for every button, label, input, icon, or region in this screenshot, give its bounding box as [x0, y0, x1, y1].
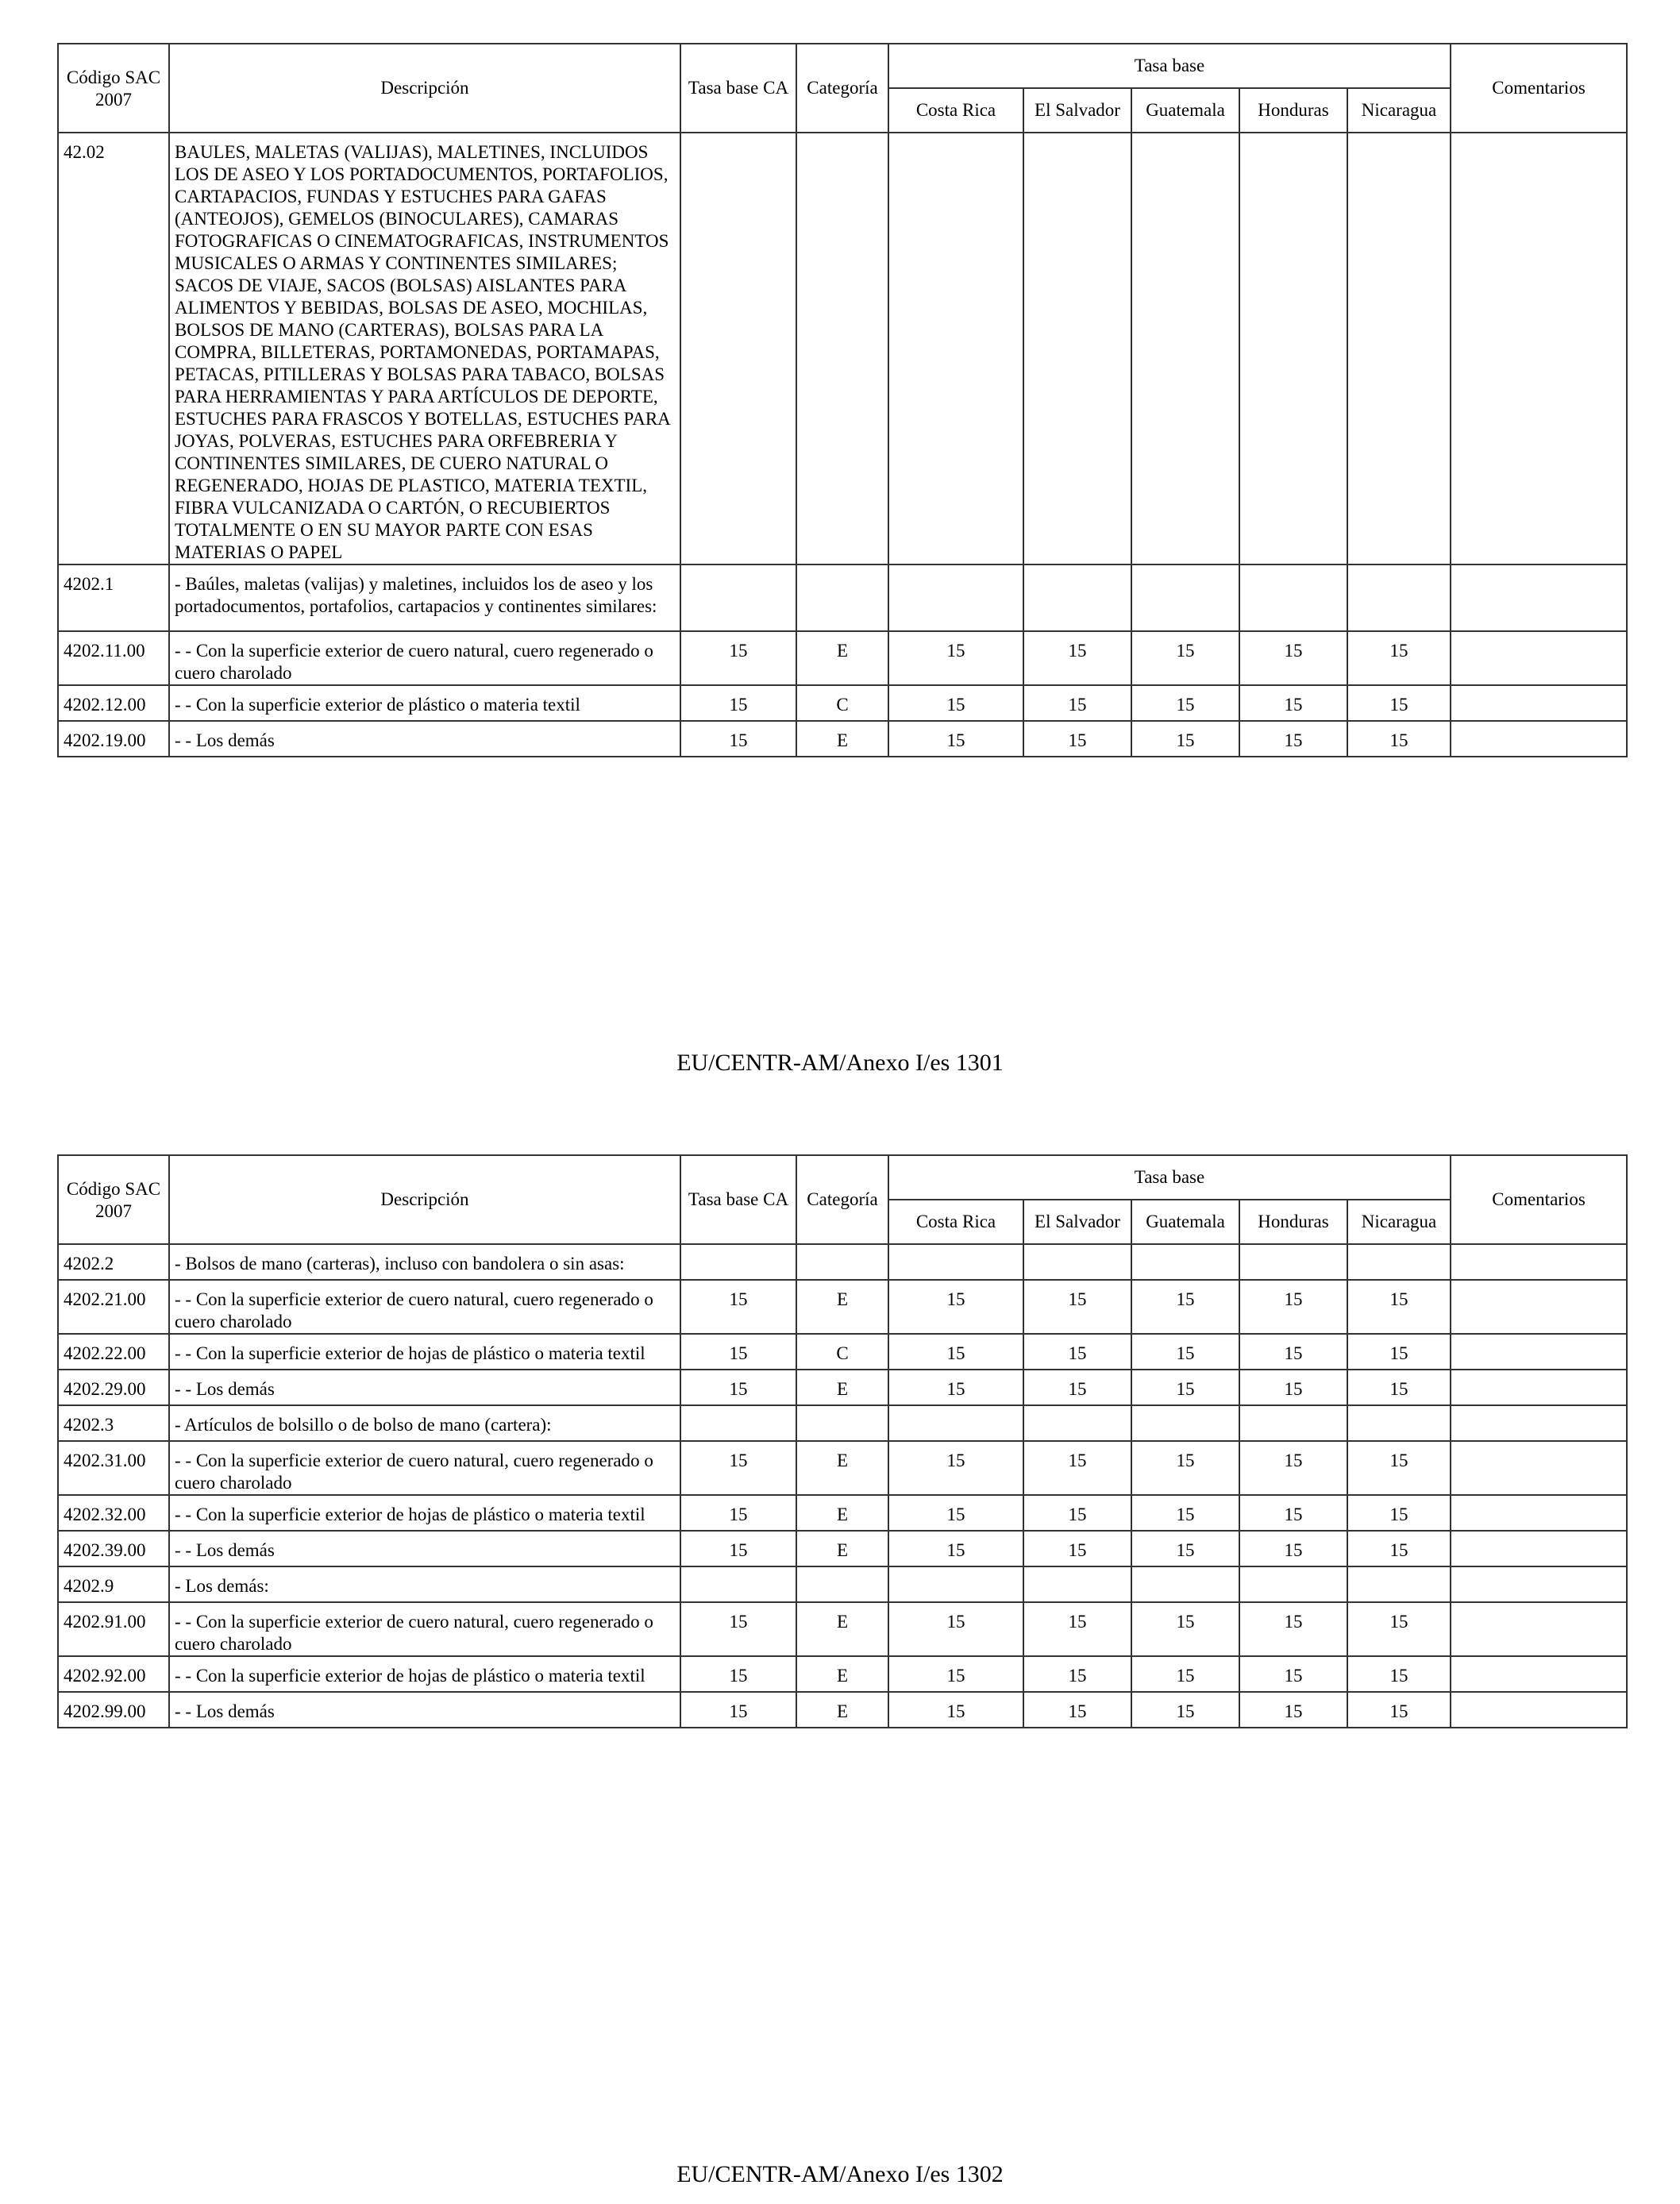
cell-category: E — [796, 721, 888, 757]
header-nicaragua: Nicaragua — [1347, 1200, 1451, 1244]
table-row — [58, 685, 1627, 721]
cell-honduras: 15 — [1239, 1531, 1347, 1566]
cell-nicaragua: 15 — [1347, 1656, 1451, 1692]
cell-costa-rica: 15 — [888, 1692, 1023, 1728]
cell-guatemala — [1131, 1405, 1239, 1441]
cell-el-salvador: 15 — [1023, 631, 1131, 685]
cell-comments — [1451, 1602, 1627, 1656]
cell-nicaragua — [1347, 564, 1451, 631]
cell-description: - - Los demás — [169, 1370, 680, 1405]
cell-description: - - Con la superficie exterior de cuero natural, cuero regenerado o cuero charolado — [169, 1602, 680, 1656]
cell-rate-ca — [680, 1405, 796, 1441]
cell-costa-rica: 15 — [888, 685, 1023, 721]
cell-el-salvador: 15 — [1023, 685, 1131, 721]
cell-nicaragua: 15 — [1347, 1441, 1451, 1495]
cell-guatemala — [1131, 1244, 1239, 1280]
cell-category: E — [796, 631, 888, 685]
cell-el-salvador: 15 — [1023, 1531, 1131, 1566]
cell-category — [796, 133, 888, 564]
table-row — [58, 133, 1627, 564]
table-row — [58, 1495, 1627, 1531]
header-comments: Comentarios — [1451, 1155, 1627, 1244]
cell-comments — [1451, 1656, 1627, 1692]
cell-code: 4202.9 — [58, 1566, 169, 1602]
cell-honduras: 15 — [1239, 1656, 1347, 1692]
table-row — [58, 1656, 1627, 1692]
cell-honduras: 15 — [1239, 1280, 1347, 1334]
header-code: Código SAC 2007 — [58, 44, 169, 133]
cell-costa-rica: 15 — [888, 721, 1023, 757]
cell-costa-rica: 15 — [888, 1334, 1023, 1370]
cell-category — [796, 1566, 888, 1602]
cell-rate-ca: 15 — [680, 685, 796, 721]
cell-category — [796, 1405, 888, 1441]
cell-el-salvador: 15 — [1023, 1656, 1131, 1692]
header-description: Descripción — [169, 1155, 680, 1244]
cell-code: 4202.39.00 — [58, 1531, 169, 1566]
cell-comments — [1451, 685, 1627, 721]
cell-code: 4202.21.00 — [58, 1280, 169, 1334]
cell-honduras — [1239, 133, 1347, 564]
cell-guatemala — [1131, 1566, 1239, 1602]
tariff-table-page-1 — [57, 43, 1628, 757]
cell-nicaragua — [1347, 1244, 1451, 1280]
cell-el-salvador — [1023, 1405, 1131, 1441]
cell-costa-rica: 15 — [888, 1495, 1023, 1531]
cell-comments — [1451, 631, 1627, 685]
cell-code: 4202.92.00 — [58, 1656, 169, 1692]
table-row — [58, 1405, 1627, 1441]
cell-honduras — [1239, 1566, 1347, 1602]
cell-code: 4202.1 — [58, 564, 169, 631]
header-guatemala: Guatemala — [1131, 88, 1239, 133]
cell-costa-rica — [888, 1566, 1023, 1602]
cell-rate-ca: 15 — [680, 1280, 796, 1334]
cell-costa-rica — [888, 1405, 1023, 1441]
cell-comments — [1451, 1280, 1627, 1334]
cell-rate-ca: 15 — [680, 721, 796, 757]
cell-costa-rica: 15 — [888, 1441, 1023, 1495]
cell-description: - - Con la superficie exterior de cuero natural, cuero regenerado o cuero charolado — [169, 1441, 680, 1495]
cell-nicaragua: 15 — [1347, 1495, 1451, 1531]
cell-guatemala: 15 — [1131, 1656, 1239, 1692]
cell-honduras: 15 — [1239, 1692, 1347, 1728]
cell-nicaragua: 15 — [1347, 1334, 1451, 1370]
cell-guatemala: 15 — [1131, 1280, 1239, 1334]
cell-category — [796, 1244, 888, 1280]
table-row — [58, 721, 1627, 757]
header-category: Categoría — [796, 44, 888, 133]
page-footer-1301: EU/CENTR-AM/Anexo I/es 1301 — [676, 1050, 1004, 1076]
cell-nicaragua: 15 — [1347, 721, 1451, 757]
cell-honduras: 15 — [1239, 1334, 1347, 1370]
cell-guatemala: 15 — [1131, 1602, 1239, 1656]
cell-el-salvador — [1023, 1566, 1131, 1602]
header-base-rate: Tasa base — [888, 44, 1451, 88]
cell-description: - - Con la superficie exterior de hojas de plástico o materia textil — [169, 1495, 680, 1531]
cell-guatemala — [1131, 564, 1239, 631]
header-el-salvador: El Salvador — [1023, 1200, 1131, 1244]
cell-nicaragua: 15 — [1347, 1692, 1451, 1728]
cell-nicaragua: 15 — [1347, 1602, 1451, 1656]
header-honduras: Honduras — [1239, 1200, 1347, 1244]
header-base-rate: Tasa base — [888, 1155, 1451, 1200]
cell-rate-ca: 15 — [680, 1370, 796, 1405]
cell-guatemala — [1131, 133, 1239, 564]
cell-nicaragua: 15 — [1347, 1370, 1451, 1405]
table-body-page-2 — [58, 1244, 1627, 1728]
cell-costa-rica — [888, 564, 1023, 631]
cell-honduras — [1239, 1405, 1347, 1441]
header-guatemala: Guatemala — [1131, 1200, 1239, 1244]
cell-comments — [1451, 1495, 1627, 1531]
cell-guatemala: 15 — [1131, 1495, 1239, 1531]
cell-nicaragua: 15 — [1347, 631, 1451, 685]
cell-comments — [1451, 1405, 1627, 1441]
table-row — [58, 1334, 1627, 1370]
cell-category — [796, 564, 888, 631]
cell-code: 4202.19.00 — [58, 721, 169, 757]
cell-honduras: 15 — [1239, 1602, 1347, 1656]
header-description: Descripción — [169, 44, 680, 133]
cell-el-salvador: 15 — [1023, 1280, 1131, 1334]
cell-code: 4202.31.00 — [58, 1441, 169, 1495]
cell-comments — [1451, 721, 1627, 757]
cell-honduras: 15 — [1239, 685, 1347, 721]
cell-category: E — [796, 1656, 888, 1692]
cell-description: - - Los demás — [169, 1531, 680, 1566]
cell-comments — [1451, 1692, 1627, 1728]
cell-rate-ca — [680, 1566, 796, 1602]
header-nicaragua: Nicaragua — [1347, 88, 1451, 133]
cell-comments — [1451, 1441, 1627, 1495]
header-category: Categoría — [796, 1155, 888, 1244]
cell-honduras: 15 — [1239, 1370, 1347, 1405]
header-comments: Comentarios — [1451, 44, 1627, 133]
page-footer-1302: EU/CENTR-AM/Anexo I/es 1302 — [676, 2161, 1004, 2187]
cell-nicaragua — [1347, 1405, 1451, 1441]
cell-category: E — [796, 1692, 888, 1728]
cell-category: E — [796, 1531, 888, 1566]
cell-honduras: 15 — [1239, 721, 1347, 757]
table-row — [58, 1370, 1627, 1405]
cell-honduras: 15 — [1239, 631, 1347, 685]
cell-comments — [1451, 1531, 1627, 1566]
cell-code: 4202.2 — [58, 1244, 169, 1280]
cell-description: - - Con la superficie exterior de plástico o materia textil — [169, 685, 680, 721]
cell-description: - Los demás: — [169, 1566, 680, 1602]
cell-honduras — [1239, 564, 1347, 631]
cell-code: 4202.99.00 — [58, 1692, 169, 1728]
cell-el-salvador — [1023, 564, 1131, 631]
cell-guatemala: 15 — [1131, 1692, 1239, 1728]
cell-el-salvador: 15 — [1023, 1602, 1131, 1656]
cell-comments — [1451, 564, 1627, 631]
cell-rate-ca: 15 — [680, 1531, 796, 1566]
cell-el-salvador: 15 — [1023, 721, 1131, 757]
cell-el-salvador: 15 — [1023, 1370, 1131, 1405]
cell-rate-ca: 15 — [680, 1692, 796, 1728]
table-row — [58, 1692, 1627, 1728]
cell-comments — [1451, 1370, 1627, 1405]
cell-honduras: 15 — [1239, 1495, 1347, 1531]
cell-guatemala: 15 — [1131, 721, 1239, 757]
cell-description: - - Los demás — [169, 1692, 680, 1728]
cell-honduras — [1239, 1244, 1347, 1280]
cell-code: 4202.11.00 — [58, 631, 169, 685]
cell-costa-rica: 15 — [888, 1531, 1023, 1566]
cell-code: 4202.91.00 — [58, 1602, 169, 1656]
cell-code: 4202.3 — [58, 1405, 169, 1441]
cell-nicaragua: 15 — [1347, 1280, 1451, 1334]
cell-costa-rica: 15 — [888, 631, 1023, 685]
cell-comments — [1451, 133, 1627, 564]
cell-el-salvador: 15 — [1023, 1441, 1131, 1495]
cell-comments — [1451, 1244, 1627, 1280]
cell-description: - Artículos de bolsillo o de bolso de mano (cartera): — [169, 1405, 680, 1441]
cell-el-salvador — [1023, 133, 1131, 564]
cell-description: BAULES, MALETAS (VALIJAS), MALETINES, INCLUIDOS LOS DE ASEO Y LOS PORTADOCUMENTOS, PORTAFOLIOS, CARTAPACIOS, FUNDAS Y ESTUCHES PARA GAFAS (ANTEOJOS), GEMELOS (BINOCULARES), CAMARAS FOTOGRAFICAS O CINEMATOGRAFICAS, INSTRUMENTOS MUSICALES O ARMAS Y CONTINENTES SIMILARES; SACOS DE VIAJE, SACOS (BOLSAS) AISLANTES PARA ALIMENTOS Y BEBIDAS, BOLSAS DE ASEO, MOCHILAS, BOLSOS DE MANO (CARTERAS), BOLSAS PARA LA COMPRA, BILLETERAS, PORTAMONEDAS, PORTAMAPAS, PETACAS, PITILLERAS Y BOLSAS PARA TABACO, BOLSAS PARA HERRAMIENTAS Y PARA ARTÍCULOS DE DEPORTE, ESTUCHES PARA FRASCOS Y BOTELLAS, ESTUCHES PARA JOYAS, POLVERAS, ESTUCHES PARA ORFEBRERIA Y CONTINENTES SIMILARES, DE CUERO NATURAL O REGENERADO, HOJAS DE PLASTICO, MATERIA TEXTIL, FIBRA VULCANIZADA O CARTÓN, O RECUBIERTOS TOTALMENTE O EN SU MAYOR PARTE CON ESAS MATERIAS O PAPEL — [169, 133, 680, 564]
cell-description: - - Con la superficie exterior de cuero natural, cuero regenerado o cuero charolado — [169, 631, 680, 685]
cell-category: E — [796, 1602, 888, 1656]
cell-el-salvador: 15 — [1023, 1334, 1131, 1370]
cell-category: E — [796, 1495, 888, 1531]
cell-costa-rica: 15 — [888, 1602, 1023, 1656]
cell-description: - Baúles, maletas (valijas) y maletines, incluidos los de aseo y los portadocumentos, portafolios, cartapacios y continentes similares: — [169, 564, 680, 631]
table-row — [58, 631, 1627, 685]
cell-description: - Bolsos de mano (carteras), incluso con bandolera o sin asas: — [169, 1244, 680, 1280]
cell-guatemala: 15 — [1131, 1531, 1239, 1566]
cell-guatemala: 15 — [1131, 1441, 1239, 1495]
cell-category: C — [796, 685, 888, 721]
cell-el-salvador: 15 — [1023, 1692, 1131, 1728]
cell-code: 4202.22.00 — [58, 1334, 169, 1370]
header-el-salvador: El Salvador — [1023, 88, 1131, 133]
cell-costa-rica: 15 — [888, 1370, 1023, 1405]
header-costa-rica: Costa Rica — [888, 88, 1023, 133]
table-row — [58, 1566, 1627, 1602]
cell-comments — [1451, 1566, 1627, 1602]
cell-nicaragua — [1347, 133, 1451, 564]
cell-guatemala: 15 — [1131, 1370, 1239, 1405]
cell-code: 4202.12.00 — [58, 685, 169, 721]
tariff-table-page-2 — [57, 1154, 1628, 1728]
cell-costa-rica: 15 — [888, 1280, 1023, 1334]
table-row — [58, 1441, 1627, 1495]
table-row — [58, 1280, 1627, 1334]
cell-rate-ca: 15 — [680, 1602, 796, 1656]
table-row — [58, 1244, 1627, 1280]
cell-rate-ca: 15 — [680, 1441, 796, 1495]
cell-nicaragua: 15 — [1347, 1531, 1451, 1566]
cell-description: - - Con la superficie exterior de hojas de plástico o materia textil — [169, 1656, 680, 1692]
table-row — [58, 1602, 1627, 1656]
cell-costa-rica — [888, 1244, 1023, 1280]
cell-el-salvador — [1023, 1244, 1131, 1280]
cell-rate-ca: 15 — [680, 1334, 796, 1370]
cell-description: - - Con la superficie exterior de hojas de plástico o materia textil — [169, 1334, 680, 1370]
cell-comments — [1451, 1334, 1627, 1370]
cell-costa-rica: 15 — [888, 1656, 1023, 1692]
table-row — [58, 1531, 1627, 1566]
cell-rate-ca: 15 — [680, 1495, 796, 1531]
cell-nicaragua: 15 — [1347, 685, 1451, 721]
cell-rate-ca — [680, 1244, 796, 1280]
cell-description: - - Con la superficie exterior de cuero natural, cuero regenerado o cuero charolado — [169, 1280, 680, 1334]
table-row — [58, 564, 1627, 631]
cell-rate-ca: 15 — [680, 631, 796, 685]
cell-costa-rica — [888, 133, 1023, 564]
cell-guatemala: 15 — [1131, 631, 1239, 685]
header-code: Código SAC 2007 — [58, 1155, 169, 1244]
cell-category: E — [796, 1441, 888, 1495]
cell-description: - - Los demás — [169, 721, 680, 757]
cell-code: 4202.32.00 — [58, 1495, 169, 1531]
header-costa-rica: Costa Rica — [888, 1200, 1023, 1244]
cell-code: 42.02 — [58, 133, 169, 564]
cell-code: 4202.29.00 — [58, 1370, 169, 1405]
cell-el-salvador: 15 — [1023, 1495, 1131, 1531]
header-rate-ca: Tasa base CA — [680, 44, 796, 133]
table-body-page-1 — [58, 133, 1627, 757]
cell-guatemala: 15 — [1131, 1334, 1239, 1370]
cell-guatemala: 15 — [1131, 685, 1239, 721]
cell-honduras: 15 — [1239, 1441, 1347, 1495]
header-honduras: Honduras — [1239, 88, 1347, 133]
cell-rate-ca: 15 — [680, 1656, 796, 1692]
cell-rate-ca — [680, 564, 796, 631]
cell-category: E — [796, 1370, 888, 1405]
cell-nicaragua — [1347, 1566, 1451, 1602]
header-rate-ca: Tasa base CA — [680, 1155, 796, 1244]
cell-category: E — [796, 1280, 888, 1334]
cell-category: C — [796, 1334, 888, 1370]
cell-rate-ca — [680, 133, 796, 564]
